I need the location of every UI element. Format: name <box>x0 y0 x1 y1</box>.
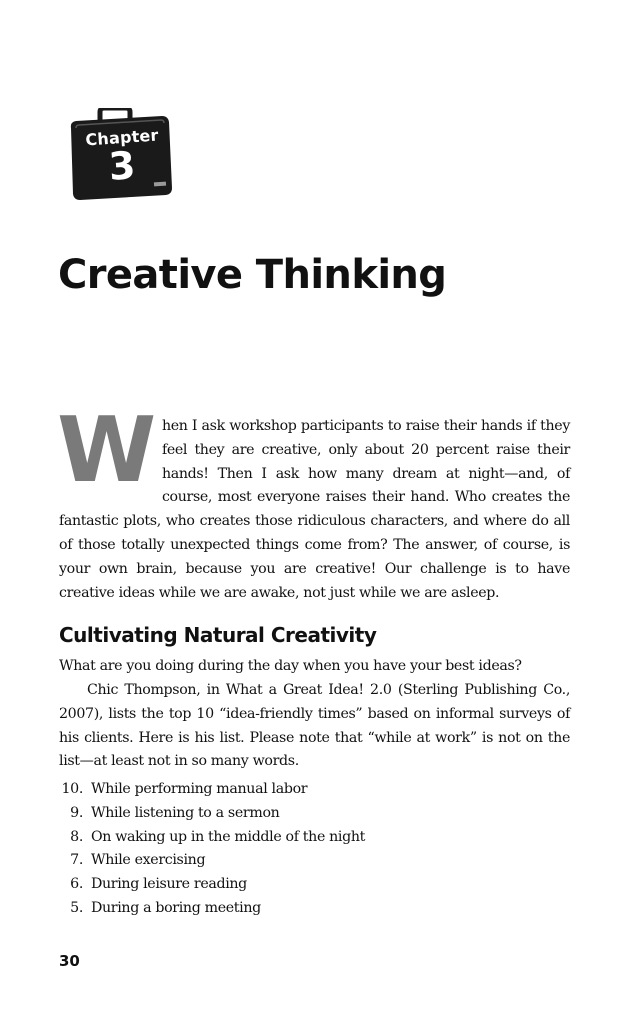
chapter-label: Chapter <box>84 125 160 150</box>
list-item-text: On waking up in the middle of the night <box>91 828 365 845</box>
list-item-text: While performing manual labor <box>91 781 308 797</box>
section-paragraph-2: Chic Thompson, in What a Great Idea! 2.0 (Sterling Publishing Co., 2007), lists the top 10 “idea-friendly times” based on informal surveys of his clients. Here is his list. Please note that “while at work” is not on the list—at least not in so many words. <box>59 682 570 770</box>
list-item-number: 8. <box>70 828 83 845</box>
list-item-number: 7. <box>70 852 83 869</box>
list-item-number: 6. <box>70 876 83 893</box>
list-item-text: While exercising <box>91 852 206 869</box>
list-item-number: 9. <box>70 804 83 821</box>
chapter-badge <box>68 108 174 202</box>
intro-paragraph <box>57 398 570 605</box>
list-item-number: 10. <box>61 781 83 797</box>
list-item-text: During a boring meeting <box>91 899 261 916</box>
chapter-title: Creative Thinking <box>58 252 447 298</box>
intro-text: hen I ask workshop participants to raise their hands if they feel they are creative, only about 20 percent raise their hands! Then I ask how many dream at night—and, of course, most everyone raises their hand. Who creates the fantastic plots, who creates those ridiculous characters, and where do all of those totally unexpected things come from? The answer, of course, is your own brain, because you are creative! Our challenge is to have creative ideas while we are awake, not just while we are asleep. <box>59 418 570 601</box>
page-number: 30 <box>59 952 80 970</box>
list-item-number: 5. <box>70 899 83 916</box>
list-item <box>59 897 365 921</box>
list-item <box>59 826 365 850</box>
section-paragraph-1: What are you doing during the day when you have your best ideas? <box>59 658 522 674</box>
list-item <box>59 873 365 897</box>
idea-friendly-times-list <box>59 778 365 921</box>
list-item-text: While listening to a sermon <box>91 804 280 821</box>
chapter-number: 3 <box>107 143 137 189</box>
list-item <box>59 802 365 826</box>
list-item <box>59 778 365 802</box>
list-item-text: During leisure reading <box>91 876 247 893</box>
section-heading: Cultivating Natural Creativity <box>59 623 377 647</box>
list-item <box>59 849 365 873</box>
drop-cap: W <box>57 398 156 503</box>
